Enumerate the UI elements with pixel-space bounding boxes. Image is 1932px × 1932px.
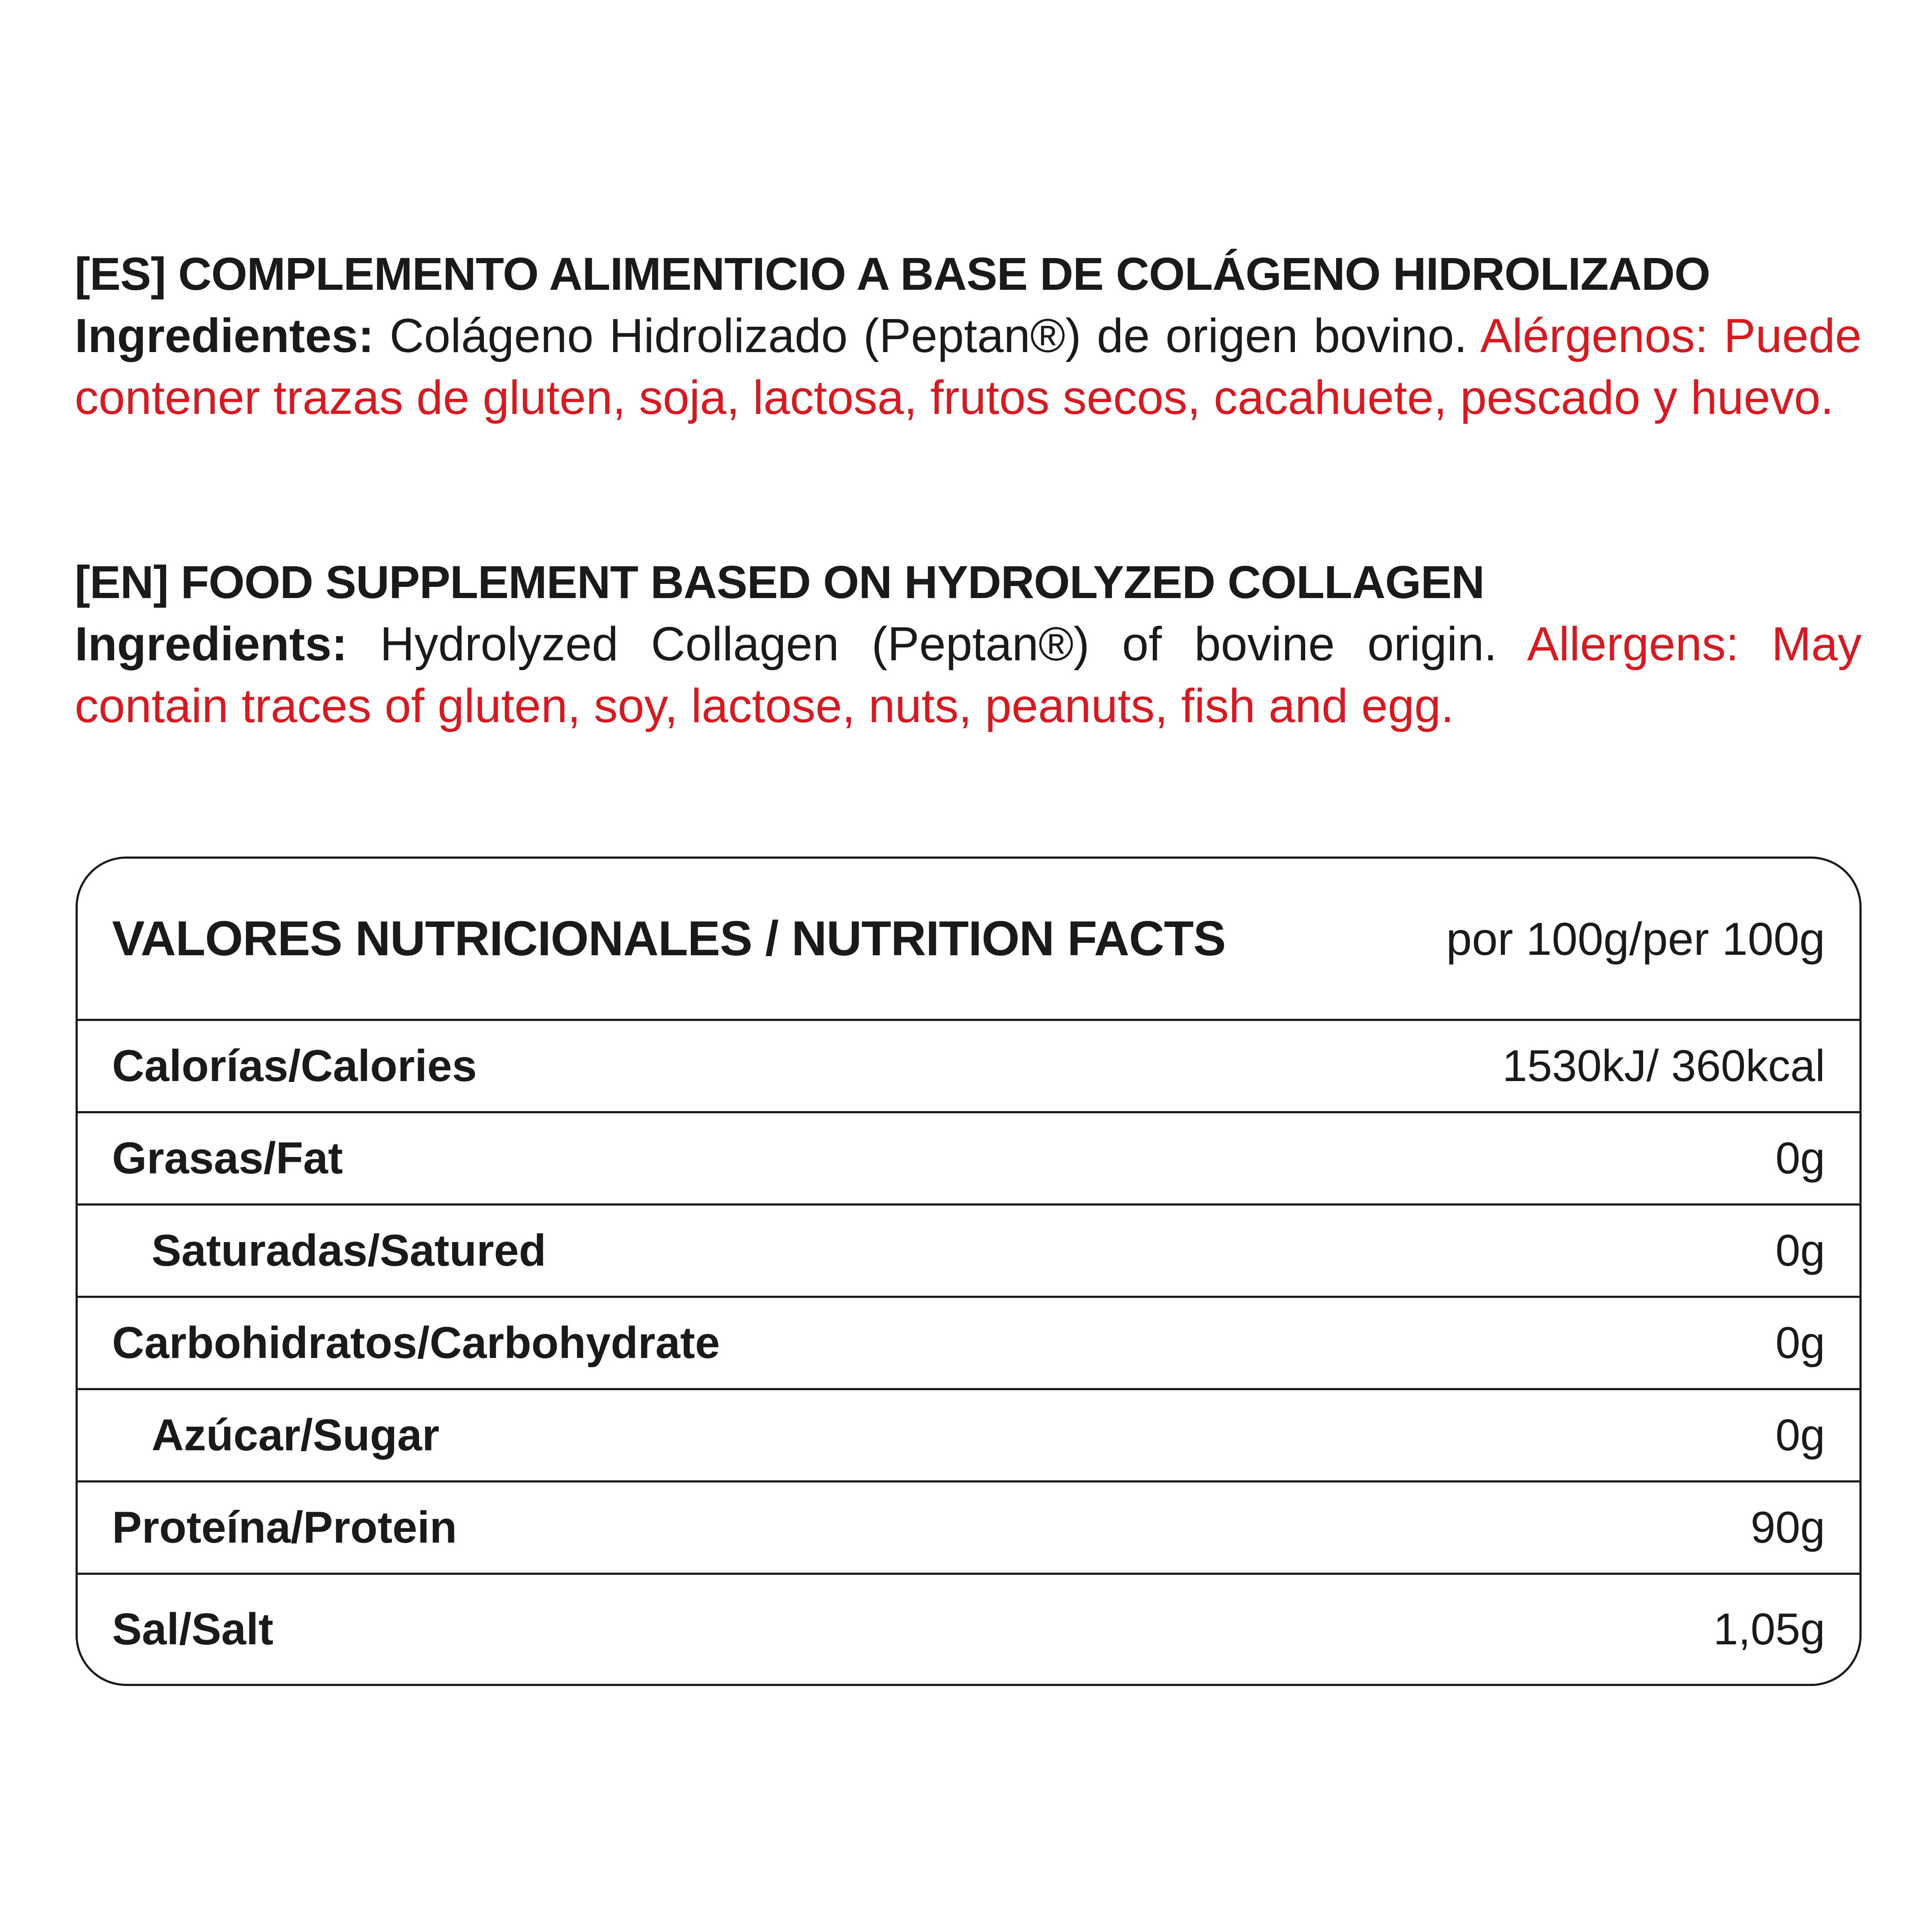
nutrition-row-protein (78, 1482, 1859, 1575)
nutrient-label: Grasas/Fat (112, 1133, 343, 1183)
nutrition-row-carbohydrate (78, 1298, 1859, 1390)
nutrient-value: 0g (1775, 1225, 1825, 1276)
english-section (75, 551, 1862, 737)
nutrition-table-header (78, 859, 1859, 1021)
nutrition-row-fat (78, 1113, 1859, 1206)
nutrient-value: 90g (1750, 1502, 1825, 1552)
english-ingredients-label: Ingredients: (75, 617, 348, 671)
nutrient-value: 0g (1775, 1410, 1825, 1460)
spanish-heading: [ES] COMPLEMENTO ALIMENTICIO A BASE DE COLÁGENO HIDROLIZADO (75, 248, 1710, 300)
nutrient-value: 0g (1775, 1318, 1825, 1368)
nutrition-row-saturated (78, 1206, 1859, 1298)
english-allergens-text: Allergens: May contain traces of gluten, soy, lactose, nuts, peanuts, fish and egg. (75, 617, 1862, 732)
spanish-allergens-text: Alérgenos: Puede contener trazas de gluten, soja, lactosa, frutos secos, cacahuete, pescado y huevo. (75, 309, 1862, 424)
nutrition-row-salt (78, 1575, 1859, 1684)
spanish-ingredients-text: Colágeno Hidrolizado (Peptan®) de origen bovino. (374, 309, 1480, 362)
english-ingredients-paragraph (75, 613, 1862, 737)
nutrient-label: Carbohidratos/Carbohydrate (112, 1318, 720, 1368)
nutrition-per-serving: por 100g/per 100g (1446, 913, 1825, 965)
spanish-section (75, 243, 1862, 428)
nutrient-label: Calorías/Calories (112, 1041, 477, 1091)
nutrient-value: 1,05g (1713, 1604, 1825, 1654)
nutrition-table-title: VALORES NUTRICIONALES / NUTRITION FACTS (112, 911, 1226, 966)
nutrient-label: Sal/Salt (112, 1604, 273, 1654)
nutrient-label: Saturadas/Satured (152, 1225, 546, 1276)
english-heading: [EN] FOOD SUPPLEMENT BASED ON HYDROLYZED COLLAGEN (75, 556, 1485, 608)
spanish-ingredients-paragraph (75, 305, 1862, 428)
nutrient-label: Proteína/Protein (112, 1502, 457, 1552)
spanish-ingredients-label: Ingredientes: (75, 309, 374, 362)
nutrient-value: 1530kJ/ 360kcal (1502, 1041, 1825, 1091)
nutrition-facts-table (76, 857, 1862, 1686)
nutrition-row-calories (78, 1021, 1859, 1113)
nutrition-row-sugar (78, 1390, 1859, 1482)
nutrient-label: Azúcar/Sugar (152, 1410, 440, 1460)
english-ingredients-text: Hydrolyzed Collagen (Peptan®) of bovine origin. (347, 617, 1527, 671)
nutrient-value: 0g (1775, 1133, 1825, 1183)
